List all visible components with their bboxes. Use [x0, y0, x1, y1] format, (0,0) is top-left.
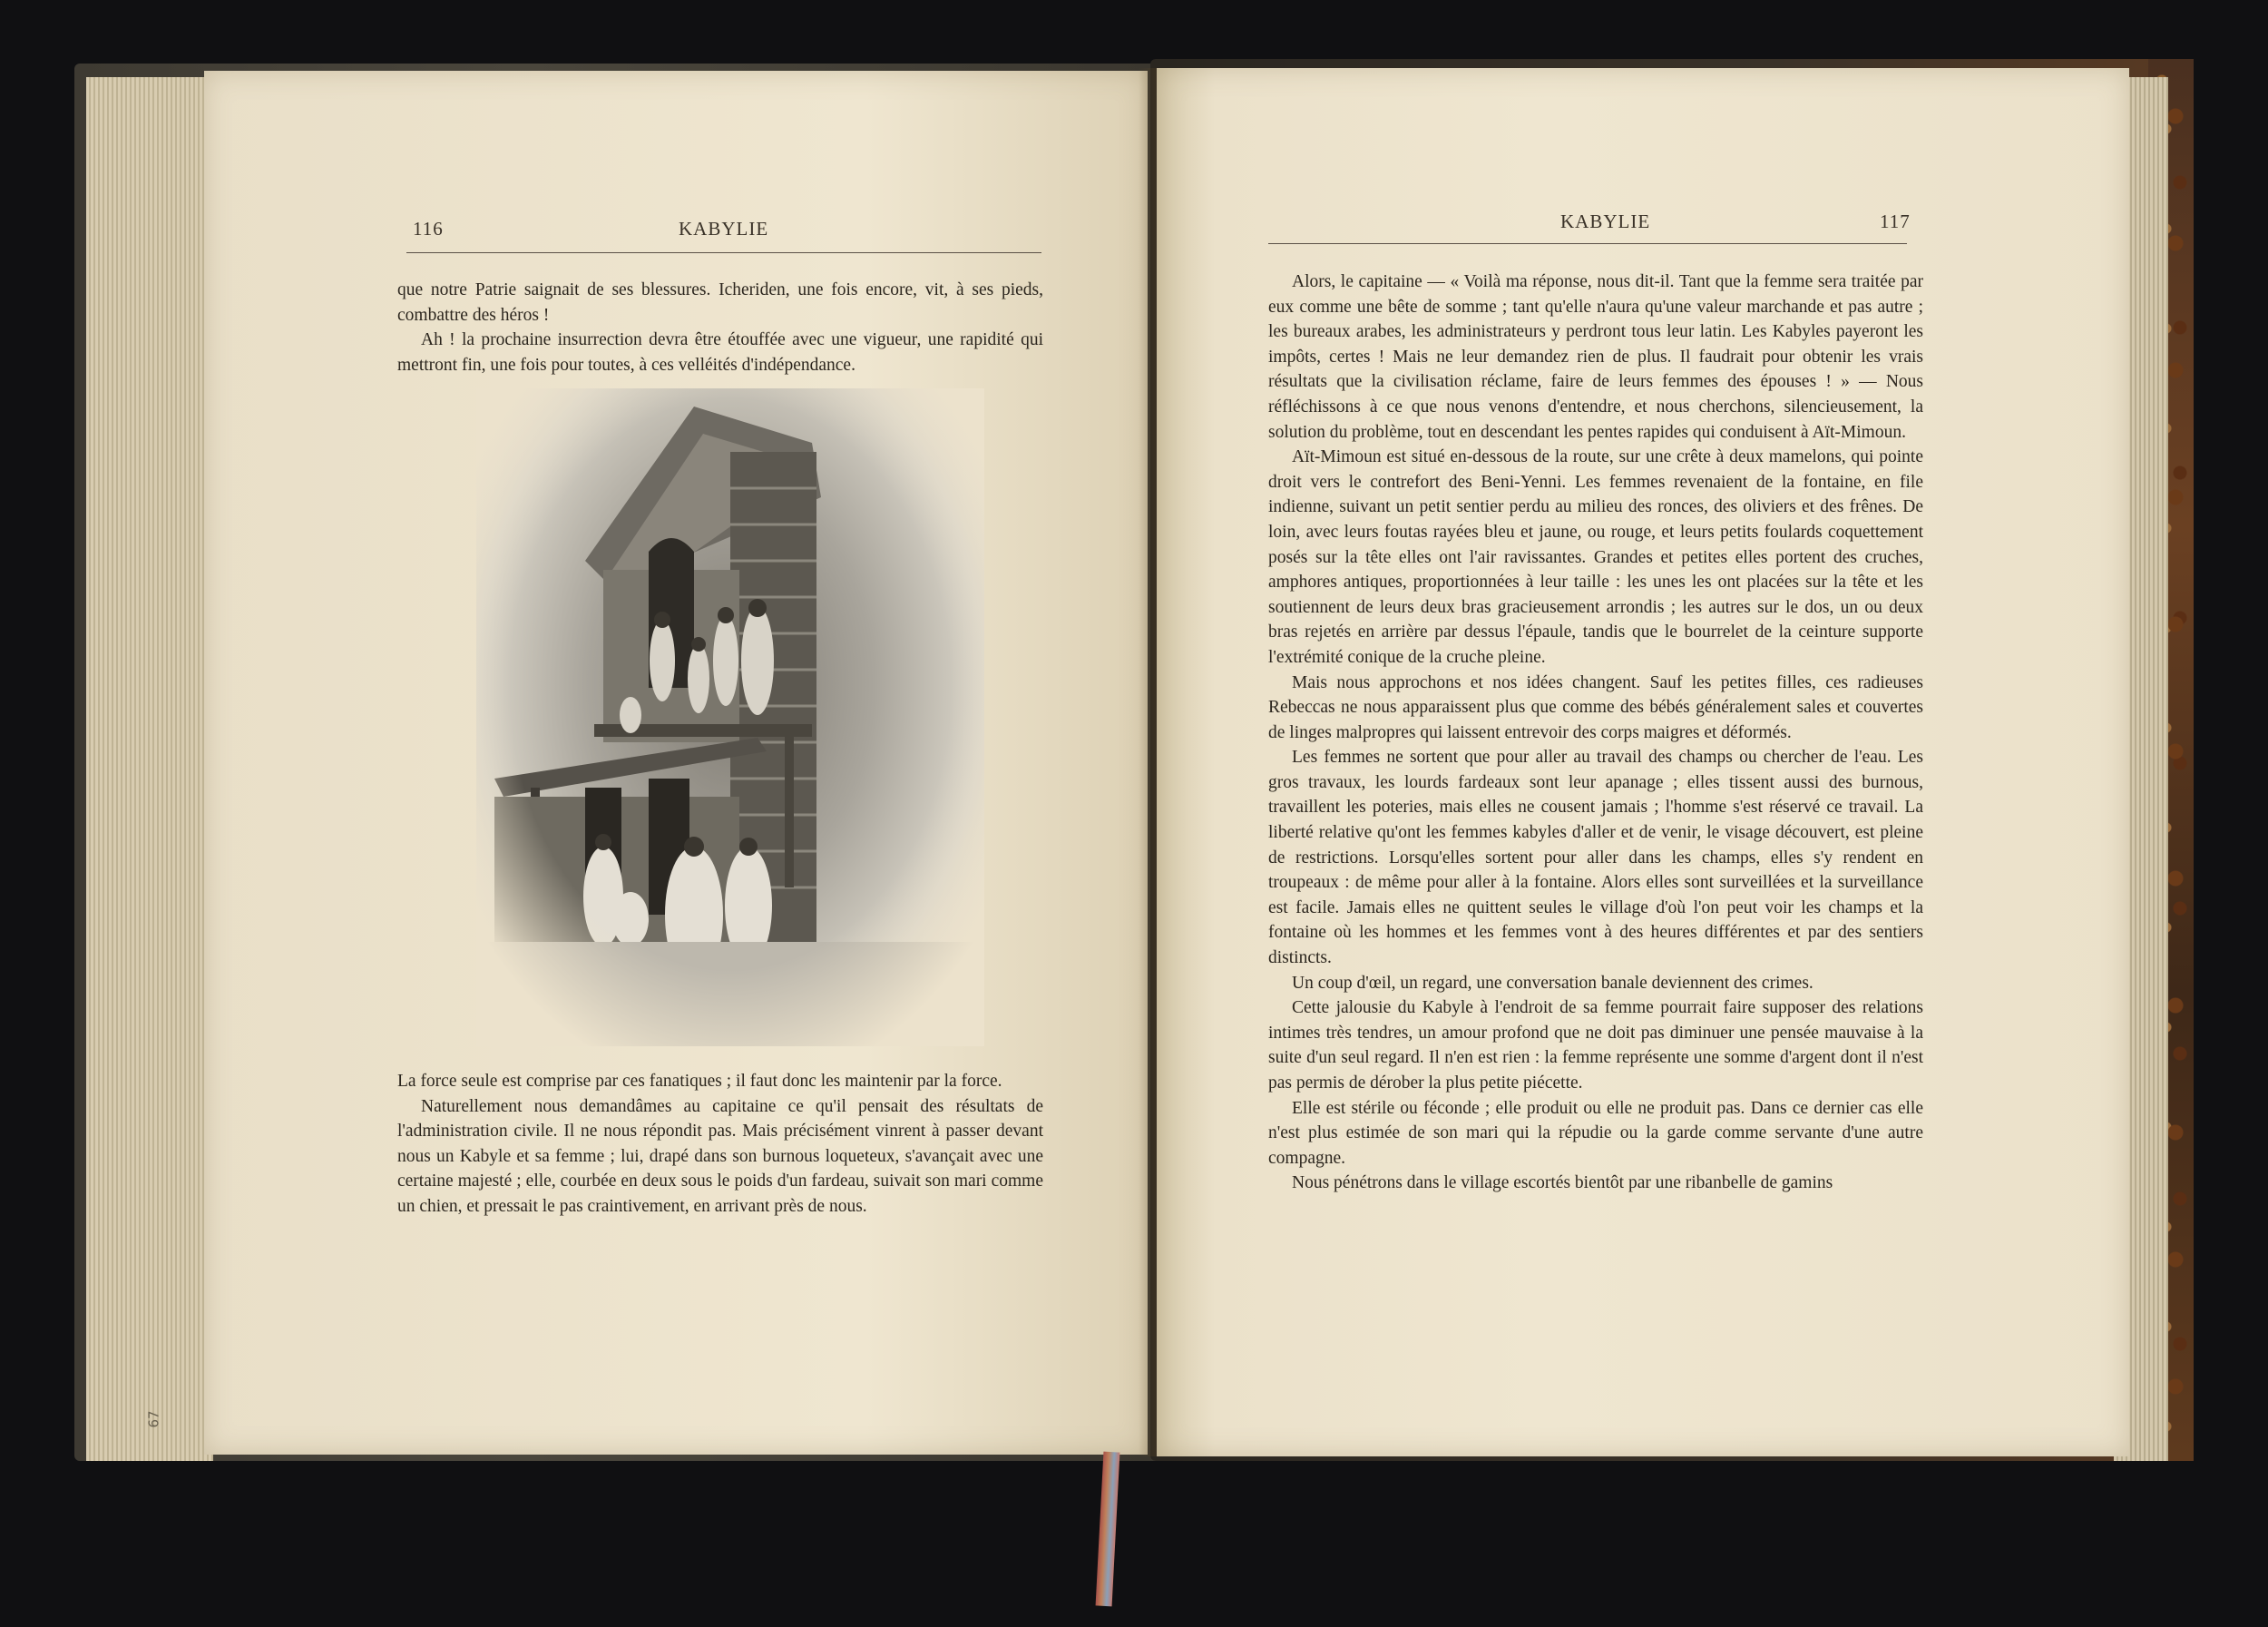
paragraph: Aït-Mimoun est situé en-dessous de la route, sur une crête à deux mamelons, qui pointe droit vers le contrefort des Beni-Yenni. Les femmes revenaient de la fontaine, en file indienne, suivant un petit sentier perdu au milieu des ronces, des oliviers et des frênes. De loin, avec leurs foutas rayées bleu et jaune, ou rouge, et leurs petits foulards coquettement posés sur la tête elles ont l'air ravissantes. Grandes et petites elles portent des cruches, amphores antiques, proportionnées à leur taille : les unes les ont placées sur la tête et les soutiennent de leurs deux bras gracieusement arrondis ; les autres sur le dos, un ou deux bras rejetés en arrière par dessus l'épaule, tandis que le bourrelet de la ceinture supporte l'extrémité conique de la cruche pleine.	[1268, 447, 1923, 667]
left-text-bottom	[397, 1069, 1043, 1220]
paragraph: Un coup d'œil, un regard, une conversation banale deviennent des crimes.	[1292, 973, 1813, 993]
pencil-mark: 67	[145, 1410, 162, 1428]
left-running-head: KABYLIE	[679, 218, 769, 240]
paragraph: Nous pénétrons dans le village escortés bientôt par une ribanbelle de gamins	[1292, 1173, 1833, 1193]
left-text-top	[397, 278, 1043, 377]
left-page-number: 116	[413, 218, 444, 240]
right-running-head: KABYLIE	[1560, 211, 1651, 232]
paragraph: Alors, le capitaine — « Voilà ma réponse, nous dit-il. Tant que la femme sera traitée par eux comme une bête de somme ; tant qu'elle n'aura qu'une valeur marchande et pas autre ; les bureaux arabes, les administrateurs y perdront tous leur latin. Les Kabyles payeront les impôts, certes ! Mais ne leur demandez rien de plus. Il faudrait pour obtenir les vrais résultats que la civilisation réclame, faire de leurs femmes des épouses ! » — Nous réfléchissons à ce que nous venons d'entendre, et nous cherchons, silencieusement, la solution du problème, tout en descendant les pentes rapides qui conduisent à Aït-Mimoun.	[1268, 272, 1923, 442]
paragraph: Cette jalousie du Kabyle à l'endroit de sa femme pourrait faire supposer des relations intimes très tendres, un amour profond que ne doit pas diminuer une pensée mauvaise à la suite d'un seul regard. Il n'en est rien : la femme représente une somme d'argent dont il n'est pas permis de dérober la plus petite piécette.	[1268, 998, 1923, 1093]
paragraph: Les femmes ne sortent que pour aller au travail des champs ou chercher de l'eau. Les gros travaux, les lourds fardeaux sont leur apanage ; elles tissent aussi des burnous, travaillent les poteries, mais elles ne cousent jamais ; l'homme s'est réservé ce travail. La liberté relative qu'ont les femmes kabyles d'aller et de venir, le visage découvert, est pleine de restrictions. Lorsqu'elles sortent pour aller dans les champs, elles s'y rendent en troupeaux : de même pour aller à la fontaine. Alors elles sont surveillées et la surveillance est facile. Jamais elles ne quittent seules le village d'où l'on peut voir les champs et la fontaine où les hommes et les femmes vont à des heures différentes et par des sentiers distincts.	[1268, 748, 1923, 968]
paragraph: que notre Patrie saignait de ses blessures. Icheriden, une fois encore, vit, à ses pieds, combattre des héros !	[397, 280, 1043, 325]
photo-illustration	[476, 388, 984, 1046]
kabyle-house-photograph	[476, 388, 984, 1046]
right-text	[1268, 270, 1923, 1196]
left-header-rule	[406, 252, 1041, 253]
right-page-number: 117	[1880, 211, 1911, 232]
paragraph: Elle est stérile ou féconde ; elle produit ou elle ne produit pas. Dans ce dernier cas elle n'est plus estimée de son mari qui la répudie ou la garde comme servante d'une autre compagne.	[1268, 1098, 1923, 1168]
paragraph: Ah ! la prochaine insurrection devra être étouffée avec une vigueur, une rapidité qui mettront fin, une fois pour toutes, à ces velléités d'indépendance.	[397, 330, 1043, 375]
right-header-rule	[1268, 243, 1907, 244]
left-page-edges	[86, 77, 213, 1461]
paragraph: La force seule est comprise par ces fanatiques ; il faut donc les maintenir par la force.	[397, 1072, 1002, 1091]
paragraph: Naturellement nous demandâmes au capitaine ce qu'il pensait des résultats de l'administration civile. Il ne nous répondit pas. Mais précisément vinrent à passer devant nous un Kabyle et sa femme ; lui, drapé dans son burnous loqueteux, s'avançait avec une certaine majesté ; elle, courbée en deux sous le poids d'un fardeau, suivait son mari comme un chien, et pressait le pas craintivement, en arrivant près de nous.	[397, 1096, 1043, 1216]
paragraph: Mais nous approchons et nos idées changent. Sauf les petites filles, ces radieuses Rebeccas ne nous apparaissent plus que comme des bébés généralement sales et couvertes de linges malpropres qui laissent entrevoir des corps maigres et déformés.	[1268, 672, 1923, 742]
